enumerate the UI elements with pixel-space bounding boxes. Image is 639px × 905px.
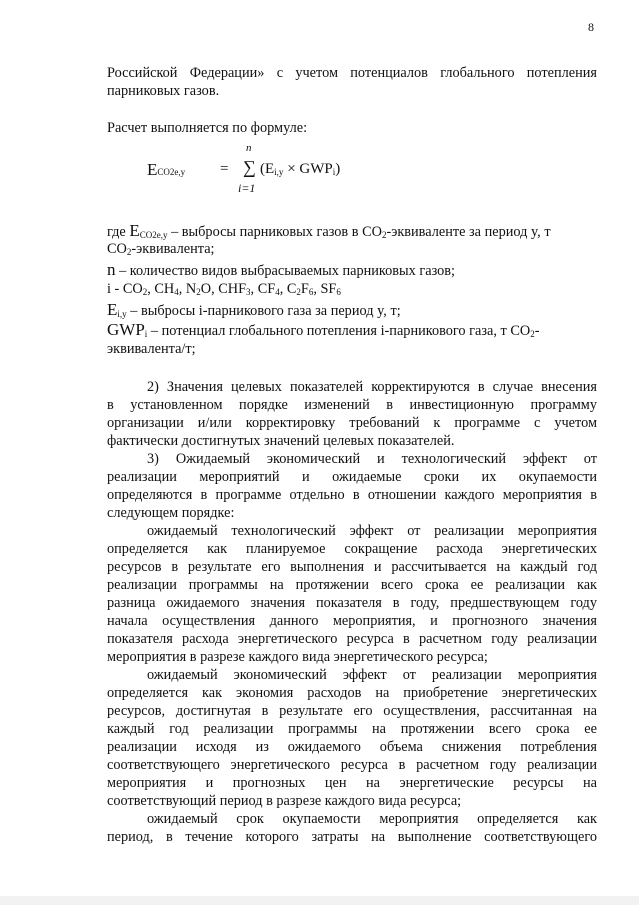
paragraph-line: соответствующий период в разрезе каждого вида ресурса; [107,793,462,809]
formula-lhs: ECO2e,y [147,160,186,179]
paragraph-line: определяется как экономия расходов на приобретение энергетических [107,685,597,701]
paragraph-line: ожидаемый технологический эффект от реализации мероприятия [147,523,597,539]
formula-eq: = [220,161,229,177]
text-line: парниковых газов. [107,83,220,99]
definition-line: $GWP_i$ – потенциал глобального потепления i-парникового газа, т $СО_2-$ [107,320,540,339]
paragraph-line: реализации исходя из ожидаемого объема снижения потребления [107,739,597,755]
formula-upper: n [246,142,252,154]
paragraph-line: соответствующего энергетического ресурса в расчетном году реализации [107,757,597,773]
paragraph-line: разница ожидаемого значения показателя в году, предшествующем году [107,595,597,611]
paragraph-line: в установленном порядке изменений в инвестиционную программу [107,397,597,413]
definition-line: i - $CO_2$, $CH_4$, $N_2O$, $CHF_3$, $CF_4$, $C_2F_6$, $SF_6$ [107,281,341,297]
page-bottom-edge [0,896,639,905]
paragraph-line: реализации мероприятий и ожидаемые сроки их окупаемости [107,469,597,485]
paragraph-line: каждый год реализации программы на протяжении всего срока ее [107,721,597,737]
definition-line: $СО_2$-эквивалента; [107,241,215,257]
definition-line: эквивалента/т; [107,341,196,357]
paragraph-line: показателя расхода энергетического ресурса в расчетном году реализации [107,631,597,647]
formula [147,142,347,195]
paragraph-line: ресурсов, достигнутая в результате его осуществления, рассчитанная на [107,703,597,719]
formula-lower: i=1 [238,181,256,195]
definition-line: $E_{i,y}$ – выбросы i-парникового газа за период y, т; [107,300,401,319]
paragraph-line: ожидаемый срок окупаемости мероприятия определяется как [147,811,597,827]
paragraph-line: определяются в программе отдельно в отношении каждого мероприятия в [107,487,597,503]
definition-line: где $E_{CO2e,y}$ – выбросы парниковых газов в $СО_2$-эквиваленте за период y, т [107,221,551,240]
page-number: 8 [588,20,594,34]
paragraph-line: организации и/или корректировку требований к программе с учетом [107,415,597,431]
paragraph-line: следующем порядке: [107,505,235,521]
definition-line: n – количество видов выбрасываемых парниковых газов; [107,260,456,279]
paragraph-line: мероприятия в разрезе каждого вида энергетического ресурса; [107,649,488,665]
text-line: Российской Федерации» с учетом потенциалов глобального потепления [107,65,597,81]
sum-symbol: ∑ [243,157,256,177]
paragraph-line: реализации программы на протяжении всего срока ее реализации как [107,577,597,593]
text-line: Расчет выполняется по формуле: [107,120,308,136]
paragraph-line: определяется как планируемое сокращение расхода энергетических [107,541,597,557]
paragraph-line: 3) Ожидаемый экономический и технологический эффект от [147,451,597,467]
paragraph-line: фактически достигнутых значений целевых показателей. [107,433,455,449]
formula-body: $(E_{i,y} \times GWP_i)$ [260,161,341,177]
paragraph-line: ожидаемый экономический эффект от реализации мероприятия [147,667,597,683]
paragraph-line: 2) Значения целевых показателей корректируются в случае внесения [147,379,597,395]
paragraph-line: период, в течение которого затраты на выполнение соответствующего [107,829,597,845]
paragraph-line: ресурсов в результате его выполнения и рассчитывается на каждый год [107,559,597,575]
paragraph-line: мероприятия и прогнозных цен на энергетические ресурсы на [107,775,597,791]
paragraph-line: начала осуществления данного мероприятия, и прогнозного значения [107,613,597,629]
